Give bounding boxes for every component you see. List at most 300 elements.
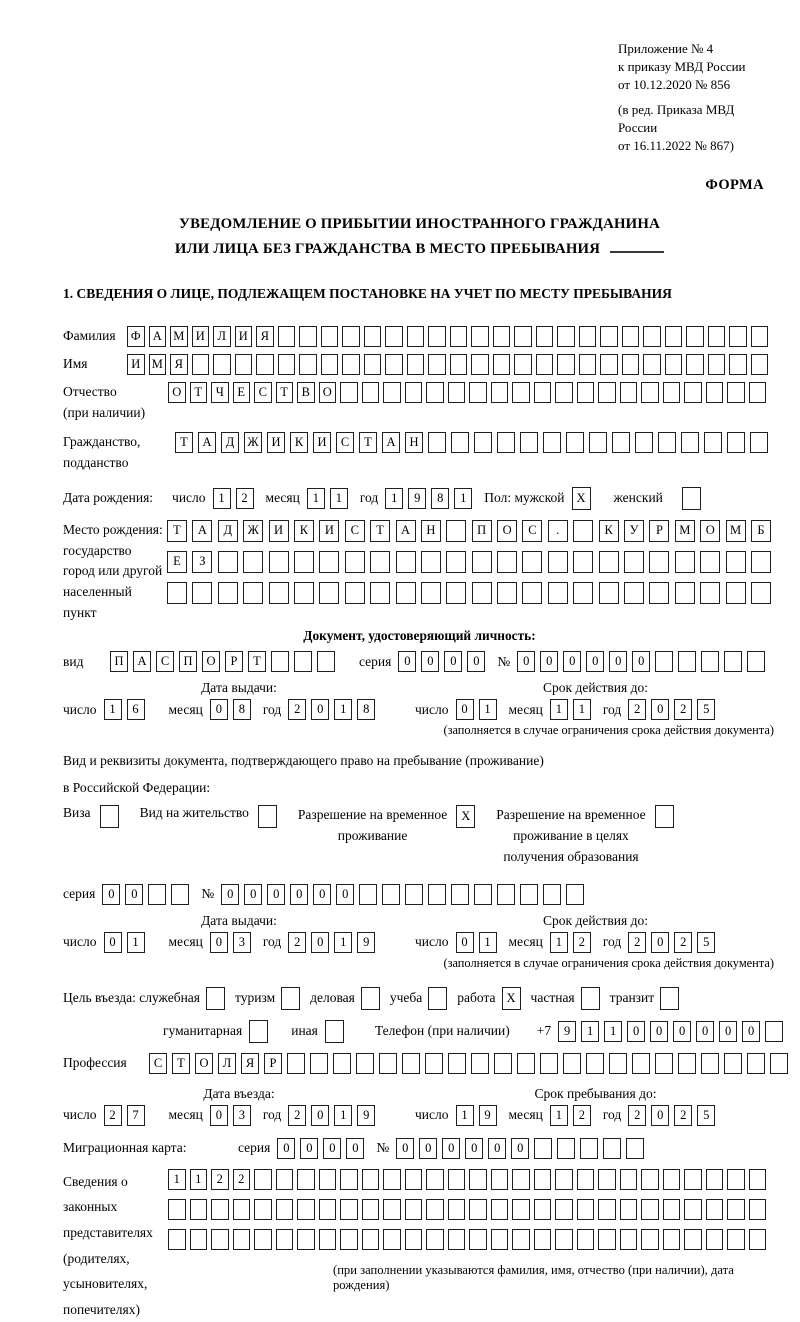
char-cell[interactable]: Н — [405, 432, 423, 453]
char-cell[interactable] — [678, 1053, 696, 1074]
char-cell[interactable] — [770, 1053, 788, 1074]
char-cell[interactable] — [555, 382, 573, 403]
char-cell[interactable] — [472, 551, 492, 573]
char-cell[interactable]: 0 — [650, 1021, 668, 1042]
char-cell[interactable] — [379, 1053, 397, 1074]
res-expiry-month-cells[interactable] — [550, 932, 596, 953]
char-cell[interactable]: 1 — [190, 1169, 208, 1190]
char-cell[interactable]: 2 — [573, 932, 591, 953]
char-cell[interactable] — [724, 651, 742, 672]
char-cell[interactable] — [428, 884, 446, 905]
char-cell[interactable]: 0 — [673, 1021, 691, 1042]
char-cell[interactable] — [297, 1199, 315, 1220]
char-cell[interactable] — [543, 884, 561, 905]
id-series-cells[interactable] — [398, 651, 490, 672]
char-cell[interactable] — [620, 382, 638, 403]
char-cell[interactable] — [428, 326, 446, 347]
char-cell[interactable] — [663, 1229, 681, 1250]
char-cell[interactable] — [682, 487, 701, 510]
char-cell[interactable] — [579, 354, 597, 375]
birth-month-cells[interactable] — [307, 488, 353, 509]
char-cell[interactable]: 0 — [125, 884, 143, 905]
char-cell[interactable]: 0 — [244, 884, 262, 905]
char-cell[interactable]: С — [522, 520, 542, 542]
char-cell[interactable] — [471, 1053, 489, 1074]
char-cell[interactable] — [497, 582, 517, 604]
char-cell[interactable]: 0 — [311, 1105, 329, 1126]
char-cell[interactable] — [706, 1229, 724, 1250]
profession-cells[interactable] — [149, 1053, 793, 1074]
char-cell[interactable] — [534, 1229, 552, 1250]
char-cell[interactable] — [297, 1169, 315, 1190]
char-cell[interactable]: 0 — [511, 1138, 529, 1159]
char-cell[interactable] — [598, 1199, 616, 1220]
char-cell[interactable]: 0 — [651, 1105, 669, 1126]
char-cell[interactable] — [675, 582, 695, 604]
char-cell[interactable]: 8 — [233, 699, 251, 720]
birth-year-cells[interactable] — [385, 488, 477, 509]
char-cell[interactable] — [577, 382, 595, 403]
entry-year-cells[interactable] — [288, 1105, 380, 1126]
char-cell[interactable] — [362, 1199, 380, 1220]
char-cell[interactable] — [383, 1229, 401, 1250]
purpose-transit-checkbox[interactable] — [660, 987, 683, 1010]
char-cell[interactable] — [278, 354, 296, 375]
char-cell[interactable] — [522, 551, 542, 573]
char-cell[interactable] — [190, 1199, 208, 1220]
temporary-residence-checkbox[interactable] — [456, 805, 479, 828]
id-expiry-year-cells[interactable] — [628, 699, 720, 720]
char-cell[interactable] — [726, 582, 746, 604]
stay-month-cells[interactable] — [550, 1105, 596, 1126]
char-cell[interactable]: 0 — [563, 651, 581, 672]
char-cell[interactable]: 2 — [628, 932, 646, 953]
char-cell[interactable]: X — [572, 487, 591, 510]
char-cell[interactable] — [428, 354, 446, 375]
char-cell[interactable] — [747, 651, 765, 672]
char-cell[interactable] — [534, 1138, 552, 1159]
char-cell[interactable] — [345, 551, 365, 573]
char-cell[interactable] — [469, 382, 487, 403]
res-expiry-day-cells[interactable] — [456, 932, 502, 953]
char-cell[interactable] — [706, 1169, 724, 1190]
char-cell[interactable]: 1 — [330, 488, 348, 509]
char-cell[interactable]: О — [168, 382, 186, 403]
char-cell[interactable] — [536, 354, 554, 375]
char-cell[interactable] — [534, 382, 552, 403]
char-cell[interactable] — [497, 884, 515, 905]
char-cell[interactable] — [555, 1229, 573, 1250]
char-cell[interactable] — [428, 432, 446, 453]
firstname-cells[interactable] — [127, 354, 772, 375]
char-cell[interactable] — [299, 354, 317, 375]
char-cell[interactable]: 0 — [651, 932, 669, 953]
char-cell[interactable]: П — [179, 651, 197, 672]
char-cell[interactable]: 0 — [696, 1021, 714, 1042]
char-cell[interactable] — [249, 1020, 268, 1043]
char-cell[interactable] — [319, 582, 339, 604]
res-issue-year-cells[interactable] — [288, 932, 380, 953]
legal-reps-row-1[interactable] — [168, 1169, 770, 1190]
char-cell[interactable]: Л — [213, 326, 231, 347]
char-cell[interactable] — [421, 582, 441, 604]
char-cell[interactable] — [599, 582, 619, 604]
char-cell[interactable] — [340, 1199, 358, 1220]
char-cell[interactable] — [294, 551, 314, 573]
char-cell[interactable] — [364, 326, 382, 347]
char-cell[interactable]: 1 — [334, 932, 352, 953]
char-cell[interactable] — [211, 1229, 229, 1250]
char-cell[interactable] — [749, 1229, 767, 1250]
char-cell[interactable] — [649, 551, 669, 573]
char-cell[interactable]: 1 — [479, 699, 497, 720]
char-cell[interactable]: И — [127, 354, 145, 375]
char-cell[interactable]: Б — [751, 520, 771, 542]
char-cell[interactable]: 0 — [719, 1021, 737, 1042]
char-cell[interactable] — [100, 805, 119, 828]
char-cell[interactable]: 0 — [210, 1105, 228, 1126]
char-cell[interactable]: 8 — [431, 488, 449, 509]
char-cell[interactable] — [396, 582, 416, 604]
id-expiry-month-cells[interactable] — [550, 699, 596, 720]
char-cell[interactable] — [362, 1169, 380, 1190]
char-cell[interactable]: 1 — [307, 488, 325, 509]
char-cell[interactable]: И — [235, 326, 253, 347]
char-cell[interactable] — [543, 432, 561, 453]
char-cell[interactable] — [278, 326, 296, 347]
char-cell[interactable]: 0 — [267, 884, 285, 905]
char-cell[interactable] — [192, 354, 210, 375]
char-cell[interactable] — [297, 1229, 315, 1250]
char-cell[interactable] — [514, 354, 532, 375]
char-cell[interactable] — [325, 1020, 344, 1043]
char-cell[interactable] — [362, 1229, 380, 1250]
legal-reps-row-3[interactable] — [168, 1229, 770, 1250]
char-cell[interactable]: 2 — [104, 1105, 122, 1126]
id-number-cells[interactable] — [517, 651, 770, 672]
char-cell[interactable]: С — [254, 382, 272, 403]
char-cell[interactable] — [557, 1138, 575, 1159]
char-cell[interactable]: 0 — [609, 651, 627, 672]
char-cell[interactable]: Т — [175, 432, 193, 453]
char-cell[interactable] — [663, 1199, 681, 1220]
char-cell[interactable] — [540, 1053, 558, 1074]
char-cell[interactable] — [555, 1169, 573, 1190]
phone-cells[interactable] — [558, 1021, 788, 1042]
char-cell[interactable] — [370, 582, 390, 604]
char-cell[interactable] — [563, 1053, 581, 1074]
char-cell[interactable] — [276, 1169, 294, 1190]
char-cell[interactable] — [665, 326, 683, 347]
char-cell[interactable] — [603, 1138, 621, 1159]
char-cell[interactable]: И — [192, 326, 210, 347]
char-cell[interactable] — [517, 1053, 535, 1074]
char-cell[interactable]: 0 — [323, 1138, 341, 1159]
char-cell[interactable]: 0 — [210, 699, 228, 720]
char-cell[interactable]: 0 — [421, 651, 439, 672]
char-cell[interactable]: Я — [241, 1053, 259, 1074]
char-cell[interactable] — [622, 326, 640, 347]
char-cell[interactable]: Ф — [127, 326, 145, 347]
birthplace-row-1[interactable] — [167, 520, 776, 542]
char-cell[interactable]: 5 — [697, 699, 715, 720]
char-cell[interactable]: . — [548, 520, 568, 542]
char-cell[interactable] — [700, 582, 720, 604]
char-cell[interactable]: Я — [170, 354, 188, 375]
char-cell[interactable] — [405, 884, 423, 905]
char-cell[interactable]: 0 — [444, 651, 462, 672]
char-cell[interactable]: 9 — [357, 1105, 375, 1126]
char-cell[interactable] — [512, 382, 530, 403]
char-cell[interactable] — [684, 1229, 702, 1250]
char-cell[interactable] — [620, 1199, 638, 1220]
char-cell[interactable] — [701, 1053, 719, 1074]
char-cell[interactable] — [641, 1199, 659, 1220]
char-cell[interactable]: А — [198, 432, 216, 453]
char-cell[interactable] — [534, 1169, 552, 1190]
char-cell[interactable]: 2 — [288, 699, 306, 720]
char-cell[interactable]: Т — [172, 1053, 190, 1074]
char-cell[interactable]: X — [456, 805, 475, 828]
purpose-work-checkbox[interactable] — [502, 987, 525, 1010]
char-cell[interactable] — [577, 1169, 595, 1190]
char-cell[interactable] — [751, 354, 769, 375]
stay-day-cells[interactable] — [456, 1105, 502, 1126]
char-cell[interactable] — [383, 1199, 401, 1220]
char-cell[interactable] — [577, 1199, 595, 1220]
res-issue-month-cells[interactable] — [210, 932, 256, 953]
char-cell[interactable] — [581, 987, 600, 1010]
mig-number-cells[interactable] — [396, 1138, 649, 1159]
char-cell[interactable]: Ч — [211, 382, 229, 403]
char-cell[interactable]: 9 — [479, 1105, 497, 1126]
char-cell[interactable] — [641, 1229, 659, 1250]
char-cell[interactable]: М — [170, 326, 188, 347]
char-cell[interactable] — [663, 382, 681, 403]
char-cell[interactable] — [536, 326, 554, 347]
char-cell[interactable] — [294, 651, 312, 672]
char-cell[interactable]: 0 — [742, 1021, 760, 1042]
char-cell[interactable] — [426, 1229, 444, 1250]
char-cell[interactable] — [396, 551, 416, 573]
char-cell[interactable]: 1 — [550, 699, 568, 720]
char-cell[interactable]: 1 — [456, 1105, 474, 1126]
char-cell[interactable]: 1 — [213, 488, 231, 509]
char-cell[interactable]: В — [297, 382, 315, 403]
char-cell[interactable]: Я — [256, 326, 274, 347]
char-cell[interactable]: 0 — [419, 1138, 437, 1159]
char-cell[interactable] — [681, 432, 699, 453]
char-cell[interactable]: 1 — [573, 699, 591, 720]
char-cell[interactable] — [446, 520, 466, 542]
char-cell[interactable]: 0 — [540, 651, 558, 672]
char-cell[interactable] — [471, 354, 489, 375]
char-cell[interactable]: 2 — [233, 1169, 251, 1190]
char-cell[interactable]: 7 — [127, 1105, 145, 1126]
char-cell[interactable] — [405, 382, 423, 403]
char-cell[interactable]: 2 — [573, 1105, 591, 1126]
birthplace-row-3[interactable] — [167, 582, 776, 604]
birthplace-row-2[interactable] — [167, 551, 776, 573]
char-cell[interactable]: 2 — [288, 1105, 306, 1126]
char-cell[interactable]: 0 — [586, 651, 604, 672]
char-cell[interactable] — [340, 1169, 358, 1190]
char-cell[interactable]: 0 — [346, 1138, 364, 1159]
char-cell[interactable] — [566, 432, 584, 453]
char-cell[interactable] — [218, 582, 238, 604]
res-expiry-year-cells[interactable] — [628, 932, 720, 953]
char-cell[interactable] — [333, 1053, 351, 1074]
char-cell[interactable] — [385, 354, 403, 375]
char-cell[interactable] — [494, 1053, 512, 1074]
char-cell[interactable] — [675, 551, 695, 573]
char-cell[interactable]: 0 — [456, 699, 474, 720]
char-cell[interactable]: 0 — [336, 884, 354, 905]
char-cell[interactable] — [471, 326, 489, 347]
char-cell[interactable]: 2 — [674, 1105, 692, 1126]
char-cell[interactable] — [364, 354, 382, 375]
char-cell[interactable]: М — [149, 354, 167, 375]
char-cell[interactable] — [421, 551, 441, 573]
char-cell[interactable] — [649, 582, 669, 604]
char-cell[interactable] — [512, 1169, 530, 1190]
id-kind-cells[interactable] — [110, 651, 340, 672]
char-cell[interactable]: 1 — [127, 932, 145, 953]
char-cell[interactable] — [370, 551, 390, 573]
char-cell[interactable] — [243, 551, 263, 573]
char-cell[interactable] — [765, 1021, 783, 1042]
char-cell[interactable]: 0 — [277, 1138, 295, 1159]
char-cell[interactable]: П — [472, 520, 492, 542]
char-cell[interactable]: Ж — [244, 432, 262, 453]
char-cell[interactable]: Т — [370, 520, 390, 542]
char-cell[interactable] — [299, 326, 317, 347]
char-cell[interactable] — [428, 987, 447, 1010]
char-cell[interactable] — [407, 326, 425, 347]
char-cell[interactable]: А — [396, 520, 416, 542]
char-cell[interactable] — [727, 1169, 745, 1190]
char-cell[interactable]: И — [269, 520, 289, 542]
id-issue-year-cells[interactable] — [288, 699, 380, 720]
char-cell[interactable]: С — [336, 432, 354, 453]
char-cell[interactable] — [405, 1199, 423, 1220]
char-cell[interactable] — [287, 1053, 305, 1074]
char-cell[interactable] — [171, 884, 189, 905]
char-cell[interactable]: О — [319, 382, 337, 403]
char-cell[interactable]: О — [700, 520, 720, 542]
char-cell[interactable] — [254, 1169, 272, 1190]
char-cell[interactable] — [580, 1138, 598, 1159]
char-cell[interactable]: Т — [276, 382, 294, 403]
char-cell[interactable] — [512, 1229, 530, 1250]
char-cell[interactable]: Т — [167, 520, 187, 542]
char-cell[interactable] — [708, 326, 726, 347]
surname-cells[interactable] — [127, 326, 772, 347]
char-cell[interactable]: К — [290, 432, 308, 453]
char-cell[interactable] — [426, 382, 444, 403]
char-cell[interactable] — [450, 326, 468, 347]
char-cell[interactable] — [635, 432, 653, 453]
sex-male-checkbox[interactable] — [572, 487, 595, 510]
char-cell[interactable] — [573, 551, 593, 573]
char-cell[interactable]: 1 — [385, 488, 403, 509]
char-cell[interactable] — [472, 582, 492, 604]
char-cell[interactable]: М — [726, 520, 746, 542]
patronymic-cells[interactable] — [168, 382, 770, 403]
char-cell[interactable]: А — [382, 432, 400, 453]
char-cell[interactable]: 0 — [311, 699, 329, 720]
char-cell[interactable]: Д — [221, 432, 239, 453]
char-cell[interactable]: Е — [167, 551, 187, 573]
char-cell[interactable] — [168, 1229, 186, 1250]
char-cell[interactable] — [534, 1199, 552, 1220]
char-cell[interactable]: 1 — [334, 699, 352, 720]
char-cell[interactable] — [359, 884, 377, 905]
char-cell[interactable] — [446, 582, 466, 604]
char-cell[interactable] — [446, 551, 466, 573]
char-cell[interactable] — [493, 354, 511, 375]
char-cell[interactable] — [522, 582, 542, 604]
char-cell[interactable] — [600, 354, 618, 375]
char-cell[interactable] — [520, 884, 538, 905]
char-cell[interactable] — [751, 326, 769, 347]
char-cell[interactable] — [258, 805, 277, 828]
char-cell[interactable] — [598, 382, 616, 403]
char-cell[interactable] — [514, 326, 532, 347]
char-cell[interactable]: 0 — [488, 1138, 506, 1159]
char-cell[interactable] — [448, 1229, 466, 1250]
char-cell[interactable]: И — [319, 520, 339, 542]
char-cell[interactable]: К — [599, 520, 619, 542]
char-cell[interactable] — [385, 326, 403, 347]
char-cell[interactable] — [609, 1053, 627, 1074]
char-cell[interactable] — [622, 354, 640, 375]
char-cell[interactable] — [555, 1199, 573, 1220]
char-cell[interactable] — [620, 1169, 638, 1190]
purpose-business-checkbox[interactable] — [361, 987, 384, 1010]
char-cell[interactable] — [319, 1199, 337, 1220]
char-cell[interactable]: 0 — [313, 884, 331, 905]
mig-series-cells[interactable] — [277, 1138, 369, 1159]
char-cell[interactable]: 2 — [236, 488, 254, 509]
char-cell[interactable]: 0 — [290, 884, 308, 905]
entry-day-cells[interactable] — [104, 1105, 150, 1126]
char-cell[interactable] — [589, 432, 607, 453]
char-cell[interactable]: 0 — [311, 932, 329, 953]
char-cell[interactable]: 0 — [396, 1138, 414, 1159]
char-cell[interactable] — [243, 582, 263, 604]
char-cell[interactable] — [321, 326, 339, 347]
char-cell[interactable] — [579, 326, 597, 347]
char-cell[interactable] — [751, 582, 771, 604]
char-cell[interactable]: К — [294, 520, 314, 542]
char-cell[interactable]: 3 — [233, 932, 251, 953]
char-cell[interactable] — [557, 326, 575, 347]
char-cell[interactable] — [211, 1199, 229, 1220]
char-cell[interactable] — [658, 432, 676, 453]
char-cell[interactable] — [271, 651, 289, 672]
char-cell[interactable] — [626, 1138, 644, 1159]
char-cell[interactable] — [598, 1229, 616, 1250]
char-cell[interactable] — [586, 1053, 604, 1074]
char-cell[interactable]: Ж — [243, 520, 263, 542]
char-cell[interactable]: 1 — [604, 1021, 622, 1042]
char-cell[interactable] — [405, 1229, 423, 1250]
char-cell[interactable] — [317, 651, 335, 672]
char-cell[interactable]: X — [502, 987, 521, 1010]
char-cell[interactable] — [548, 551, 568, 573]
char-cell[interactable]: 0 — [221, 884, 239, 905]
